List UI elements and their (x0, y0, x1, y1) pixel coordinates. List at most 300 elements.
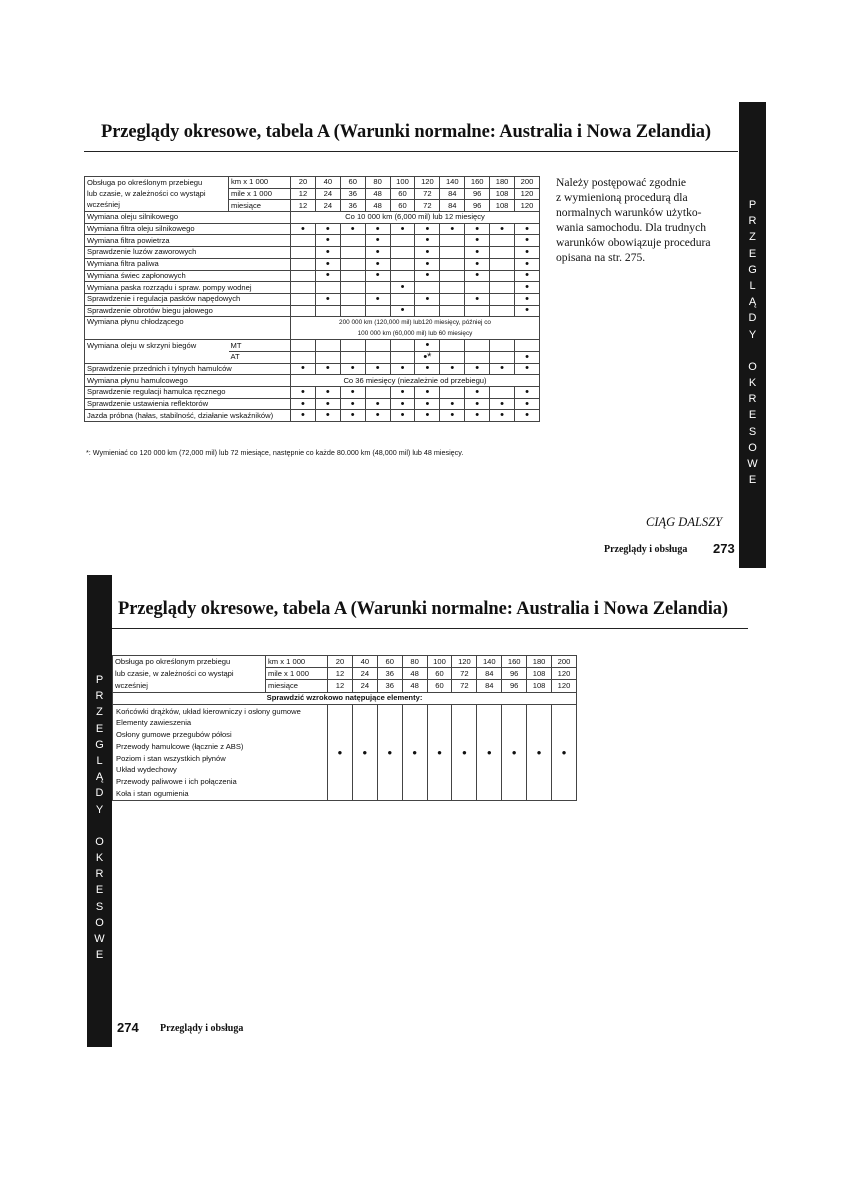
mark-cell (390, 293, 415, 305)
header-row (85, 188, 540, 200)
mark-cell (365, 351, 390, 363)
mark-cell: • (452, 704, 477, 801)
interval-cell: 24 (352, 680, 377, 692)
row-label: Wymiana filtra powietrza (85, 235, 291, 247)
side-tab-letter: O (95, 916, 104, 929)
side-tab-text (87, 672, 112, 963)
title-rule (112, 628, 748, 629)
mark-cell (490, 351, 515, 363)
interval-cell: 12 (328, 668, 353, 680)
mark-cell: • (515, 235, 540, 247)
mark-cell: • (365, 293, 390, 305)
mark-cell (291, 247, 316, 259)
mark-cell: • (390, 387, 415, 399)
page-number: 273 (713, 541, 735, 556)
mark-cell (440, 351, 465, 363)
mark-cell: • (440, 398, 465, 410)
mark-cell (490, 293, 515, 305)
header-label-line: Obsługa po określonym przebiegu (85, 177, 229, 189)
interval-cell: 48 (402, 680, 427, 692)
interval-cell: 12 (291, 188, 316, 200)
interval-cell: 24 (315, 200, 340, 212)
mark-cell: • (415, 270, 440, 282)
footer-label: Przeglądy i obsługa (160, 1023, 244, 1034)
interval-cell: 48 (402, 668, 427, 680)
mark-cell: • (390, 363, 415, 375)
mark-cell: • (352, 704, 377, 801)
interval-cell: 36 (377, 680, 402, 692)
interval-cell: 36 (340, 188, 365, 200)
mark-cell (340, 282, 365, 294)
mark-cell (340, 247, 365, 259)
header-row (85, 177, 540, 189)
mark-cell: • (415, 398, 440, 410)
side-tab-letter: O (95, 835, 104, 848)
unit-label: mile x 1 000 (229, 188, 291, 200)
interval-cell: 160 (502, 656, 527, 668)
header-row (113, 668, 577, 680)
mark-cell: • (340, 410, 365, 422)
items-row (113, 704, 577, 801)
mark-cell (440, 305, 465, 317)
table-row (85, 375, 540, 387)
mark-cell (390, 340, 415, 352)
row-label: Wymiana świec zapłonowych (85, 270, 291, 282)
mark-cell (340, 258, 365, 270)
mark-cell (465, 351, 490, 363)
row-sublabel: MT (229, 340, 291, 352)
item-label: Przewody hamulcowe (łącznie z ABS) (116, 741, 244, 751)
mark-cell (390, 270, 415, 282)
mark-cell (440, 270, 465, 282)
row-label: Sprawdzenie obrotów biegu jałowego (85, 305, 291, 317)
procedure-note (556, 175, 736, 265)
interval-cell: 180 (490, 177, 515, 189)
table-row (85, 212, 540, 224)
mark-cell: • (490, 363, 515, 375)
mark-cell: • (465, 258, 490, 270)
mark-cell: • (515, 363, 540, 375)
span-cell: Co 36 miesięcy (niezależnie od przebiegu) (291, 375, 540, 387)
mark-cell (340, 305, 365, 317)
side-tab-letter: D (748, 312, 757, 325)
mark-cell: • (415, 340, 440, 352)
mark-cell (390, 247, 415, 259)
mark-cell: • (365, 223, 390, 235)
page-number: 274 (117, 1020, 139, 1035)
mark-cell: • (415, 247, 440, 259)
interval-cell: 72 (452, 668, 477, 680)
mark-cell: • (515, 351, 540, 363)
mark-cell: • (515, 410, 540, 422)
side-tab-letter: S (748, 425, 757, 438)
item-label: Końcówki drążków, układ kierowniczy i osłony gumowe (116, 706, 301, 716)
mark-cell (365, 340, 390, 352)
mark-cell: • (515, 305, 540, 317)
mark-cell: • (315, 223, 340, 235)
span-line: 100 000 km (60,000 mil) lub 60 miesięcy (357, 330, 473, 338)
interval-cell: 72 (452, 680, 477, 692)
mark-cell (340, 340, 365, 352)
note-line: warunków obowiązuje procedura (556, 236, 711, 249)
footnote: *: Wymieniać co 120 000 km (72,000 mil) lub 72 miesiące, następnie co każde 80.000 km (48,000 mil) lub 48 miesięcy. (86, 448, 464, 457)
side-tab-letter: Z (96, 706, 103, 719)
mark-cell (465, 282, 490, 294)
mark-cell: • (315, 235, 340, 247)
header-label-line: wcześniej (85, 200, 229, 212)
mark-cell: • (502, 704, 527, 801)
row-label: Wymiana oleju silnikowego (85, 212, 291, 224)
mark-cell: • (415, 363, 440, 375)
item-label: Poziom i stan wszystkich płynów (116, 753, 226, 763)
mark-cell (365, 305, 390, 317)
mark-cell (440, 282, 465, 294)
row-label: Sprawdzenie regulacji hamulca ręcznego (85, 387, 291, 399)
side-tab (739, 102, 766, 568)
row-sublabel: AT (229, 351, 291, 363)
interval-cell: 120 (552, 680, 577, 692)
row-label: Wymiana filtra paliwa (85, 258, 291, 270)
side-tab-letter: G (95, 738, 104, 751)
row-label: Wymiana filtra oleju silnikowego (85, 223, 291, 235)
mark-cell: • (315, 410, 340, 422)
table-row (85, 293, 540, 305)
mark-cell (340, 270, 365, 282)
mark-cell: • (365, 235, 390, 247)
side-tab-letter: W (747, 458, 758, 470)
mark-cell (490, 270, 515, 282)
interval-cell: 96 (502, 680, 527, 692)
mark-cell: • (390, 223, 415, 235)
interval-cell: 60 (377, 656, 402, 668)
side-tab-letter: P (95, 674, 104, 686)
mark-cell (315, 305, 340, 317)
mark-cell: • (415, 258, 440, 270)
mark-cell: • (291, 410, 316, 422)
note-line: z wymienioną procedurą dla (556, 191, 688, 204)
mark-cell (415, 282, 440, 294)
mark-cell: • (291, 363, 316, 375)
interval-cell: 36 (340, 200, 365, 212)
mark-cell (340, 293, 365, 305)
side-tab-letter: O (748, 360, 757, 373)
row-label: Wymiana płynu hamulcowego (85, 375, 291, 387)
side-tab-letter: E (95, 949, 104, 962)
interval-cell: 48 (365, 188, 390, 200)
mark-cell: • (465, 363, 490, 375)
mark-cell: • (415, 387, 440, 399)
header-label-line: lub czasie, w zależności co wystąpi (113, 668, 266, 680)
unit-label: km x 1 000 (266, 656, 328, 668)
mark-cell (490, 247, 515, 259)
side-tab-letter: E (748, 247, 757, 260)
row-label: Wymiana oleju w skrzyni biegów (85, 340, 229, 352)
visual-check-table (112, 655, 577, 801)
interval-cell: 60 (427, 680, 452, 692)
mark-cell: • (291, 223, 316, 235)
mark-cell: • (465, 293, 490, 305)
table-row (85, 363, 540, 375)
interval-cell: 80 (402, 656, 427, 668)
mark-cell: • (465, 247, 490, 259)
mark-cell: • (490, 398, 515, 410)
mark-cell: • (291, 387, 316, 399)
mark-cell: • (328, 704, 353, 801)
side-tab-letter: S (95, 900, 104, 913)
row-label: Sprawdzenie i regulacja pasków napędowych (85, 293, 291, 305)
interval-cell: 120 (515, 200, 540, 212)
mark-cell: • (552, 704, 577, 801)
interval-cell: 20 (291, 177, 316, 189)
mark-cell: • (315, 247, 340, 259)
page-274 (0, 575, 848, 1200)
side-tab-letter: R (748, 215, 757, 228)
mark-cell (490, 235, 515, 247)
mark-cell (291, 340, 316, 352)
table-row (85, 317, 540, 340)
title-rule (84, 151, 738, 152)
mark-cell: • (465, 387, 490, 399)
interval-cell: 48 (365, 200, 390, 212)
interval-cell: 108 (527, 668, 552, 680)
interval-cell: 96 (465, 200, 490, 212)
side-tab-letter: E (748, 409, 757, 422)
mark-cell: • (440, 410, 465, 422)
mark-cell: • (440, 363, 465, 375)
mark-cell (465, 340, 490, 352)
mark-cell: • (415, 235, 440, 247)
interval-cell: 84 (477, 668, 502, 680)
interval-cell: 84 (440, 200, 465, 212)
mark-cell (365, 387, 390, 399)
header-row (113, 680, 577, 692)
interval-cell: 72 (415, 200, 440, 212)
interval-cell: 140 (440, 177, 465, 189)
side-tab-letter: R (748, 393, 757, 406)
section-row (113, 692, 577, 704)
mark-cell: • (315, 387, 340, 399)
interval-cell: 96 (502, 668, 527, 680)
side-tab-letter: K (95, 852, 104, 865)
row-label: Sprawdzenie ustawienia reflektorów (85, 398, 291, 410)
interval-cell: 24 (315, 188, 340, 200)
side-tab-letter: O (748, 441, 757, 454)
page-273 (0, 0, 848, 580)
mark-cell (340, 235, 365, 247)
table-row (85, 410, 540, 422)
mark-cell (490, 282, 515, 294)
side-tab-letter: Ą (95, 771, 104, 784)
side-tab-letter: Y (748, 328, 757, 341)
mark-cell: • (515, 282, 540, 294)
mark-cell: • (315, 398, 340, 410)
table-row (85, 387, 540, 399)
unit-label: km x 1 000 (229, 177, 291, 189)
mark-cell (490, 305, 515, 317)
mark-cell (490, 340, 515, 352)
interval-cell: 140 (477, 656, 502, 668)
interval-cell: 100 (390, 177, 415, 189)
interval-cell: 60 (390, 200, 415, 212)
mark-cell: • (440, 223, 465, 235)
mark-cell: • (390, 398, 415, 410)
mark-cell: • (515, 223, 540, 235)
mark-cell: • (390, 410, 415, 422)
header-label-line: lub czasie, w zależności co wystąpi (85, 188, 229, 200)
side-tab-letter: R (95, 690, 104, 703)
mark-cell (490, 258, 515, 270)
continued-label: CIĄG DALSZY (646, 515, 723, 529)
mark-cell: • (315, 258, 340, 270)
mark-cell (390, 235, 415, 247)
mark-cell (390, 258, 415, 270)
note-line: Należy postępować zgodnie (556, 176, 687, 189)
side-tab-text (739, 197, 766, 488)
mark-cell: • (515, 398, 540, 410)
mark-cell (440, 247, 465, 259)
mark-cell: • (365, 410, 390, 422)
side-tab-letter: D (95, 787, 104, 800)
interval-cell: 200 (552, 656, 577, 668)
mark-cell: • (365, 398, 390, 410)
header-label-line: wcześniej (113, 680, 266, 692)
mark-cell: • (315, 363, 340, 375)
side-tab-letter: L (749, 279, 756, 292)
interval-cell: 84 (440, 188, 465, 200)
mark-cell: • (340, 363, 365, 375)
note-line: wania samochodu. Dla trudnych (556, 221, 707, 234)
mark-cell: • (365, 258, 390, 270)
mark-cell (291, 258, 316, 270)
side-tab-letter: E (95, 722, 104, 735)
side-tab-letter: E (95, 884, 104, 897)
mark-cell (440, 340, 465, 352)
mark-cell: • (490, 410, 515, 422)
mark-cell: • (465, 270, 490, 282)
mark-cell: • (402, 704, 427, 801)
side-tab-letter: Y (95, 803, 104, 816)
mark-cell: • (365, 363, 390, 375)
side-tab-letter: R (95, 868, 104, 881)
unit-label: mile x 1 000 (266, 668, 328, 680)
mark-cell (291, 235, 316, 247)
row-label: Sprawdzenie luzów zaworowych (85, 247, 291, 259)
interval-cell: 24 (352, 668, 377, 680)
maintenance-table (84, 176, 540, 422)
interval-cell: 20 (328, 656, 353, 668)
mark-cell: • (340, 223, 365, 235)
mark-cell: • (515, 387, 540, 399)
mark-cell: • (465, 235, 490, 247)
interval-cell: 180 (527, 656, 552, 668)
interval-cell: 36 (377, 668, 402, 680)
table-row (85, 398, 540, 410)
mark-cell (315, 340, 340, 352)
row-label (85, 351, 229, 363)
mark-cell: • (377, 704, 402, 801)
item-label: Przewody paliwowe i ich połączenia (116, 776, 237, 786)
mark-cell: • (515, 247, 540, 259)
mark-cell: • (527, 704, 552, 801)
mark-cell: • (515, 293, 540, 305)
mark-cell: • (515, 270, 540, 282)
mark-cell (365, 282, 390, 294)
interval-cell: 72 (415, 188, 440, 200)
header-label-line: Obsługa po określonym przebiegu (113, 656, 266, 668)
mark-cell (291, 305, 316, 317)
side-tab-letter: K (748, 377, 757, 390)
mark-cell: • (315, 270, 340, 282)
span-line: 200 000 km (120,000 mil) lub120 miesięcy, później co (339, 319, 491, 327)
interval-cell: 108 (490, 200, 515, 212)
mark-cell: • (465, 410, 490, 422)
table-row (85, 258, 540, 270)
table-row (85, 340, 540, 352)
header-row (85, 200, 540, 212)
mark-cell (440, 258, 465, 270)
mark-cell (465, 305, 490, 317)
item-label: Osłony gumowe przegubów półosi (116, 730, 232, 740)
interval-cell: 100 (427, 656, 452, 668)
mark-cell: • (465, 398, 490, 410)
side-tab-letter: P (748, 199, 757, 211)
mark-cell: • (390, 282, 415, 294)
interval-cell: 108 (490, 188, 515, 200)
row-label: Wymiana paska rozrządu i spraw. pompy wodnej (85, 282, 291, 294)
mark-cell: • (477, 704, 502, 801)
span-cell: Co 10 000 km (6,000 mil) lub 12 miesięcy (291, 212, 540, 224)
interval-cell: 60 (340, 177, 365, 189)
mark-cell: • (390, 305, 415, 317)
interval-cell: 84 (477, 680, 502, 692)
note-line: normalnych warunków użytko- (556, 206, 702, 219)
mark-cell: • (415, 410, 440, 422)
side-tab-letter: L (96, 754, 103, 767)
section-heading: Sprawdzić wzrokowo natępujące elementy: (113, 692, 577, 704)
mark-cell (315, 282, 340, 294)
table-row (85, 351, 540, 363)
table-row (85, 235, 540, 247)
interval-cell: 108 (527, 680, 552, 692)
unit-label: miesiące (229, 200, 291, 212)
table-row (85, 282, 540, 294)
mark-cell (490, 387, 515, 399)
mark-cell (415, 305, 440, 317)
item-label: Układ wydechowy (116, 765, 177, 775)
side-tab-letter: E (748, 474, 757, 487)
interval-cell: 12 (328, 680, 353, 692)
mark-cell: • (365, 270, 390, 282)
mark-cell (390, 351, 415, 363)
items-list (113, 704, 328, 801)
interval-cell: 120 (515, 188, 540, 200)
row-label: Wymiana płynu chłodzącego (85, 317, 291, 340)
interval-cell: 160 (465, 177, 490, 189)
mark-cell: • (415, 293, 440, 305)
mark-cell (340, 351, 365, 363)
table-row (85, 223, 540, 235)
item-label: Koła i stan ogumienia (116, 788, 189, 798)
interval-cell: 96 (465, 188, 490, 200)
mark-cell: • (291, 398, 316, 410)
mark-cell (291, 282, 316, 294)
side-tab-letter: Ą (748, 296, 757, 309)
table-row (85, 270, 540, 282)
note-line: opisana na str. 275. (556, 251, 646, 264)
mark-cell (440, 387, 465, 399)
interval-cell: 60 (427, 668, 452, 680)
mark-cell: • (315, 293, 340, 305)
